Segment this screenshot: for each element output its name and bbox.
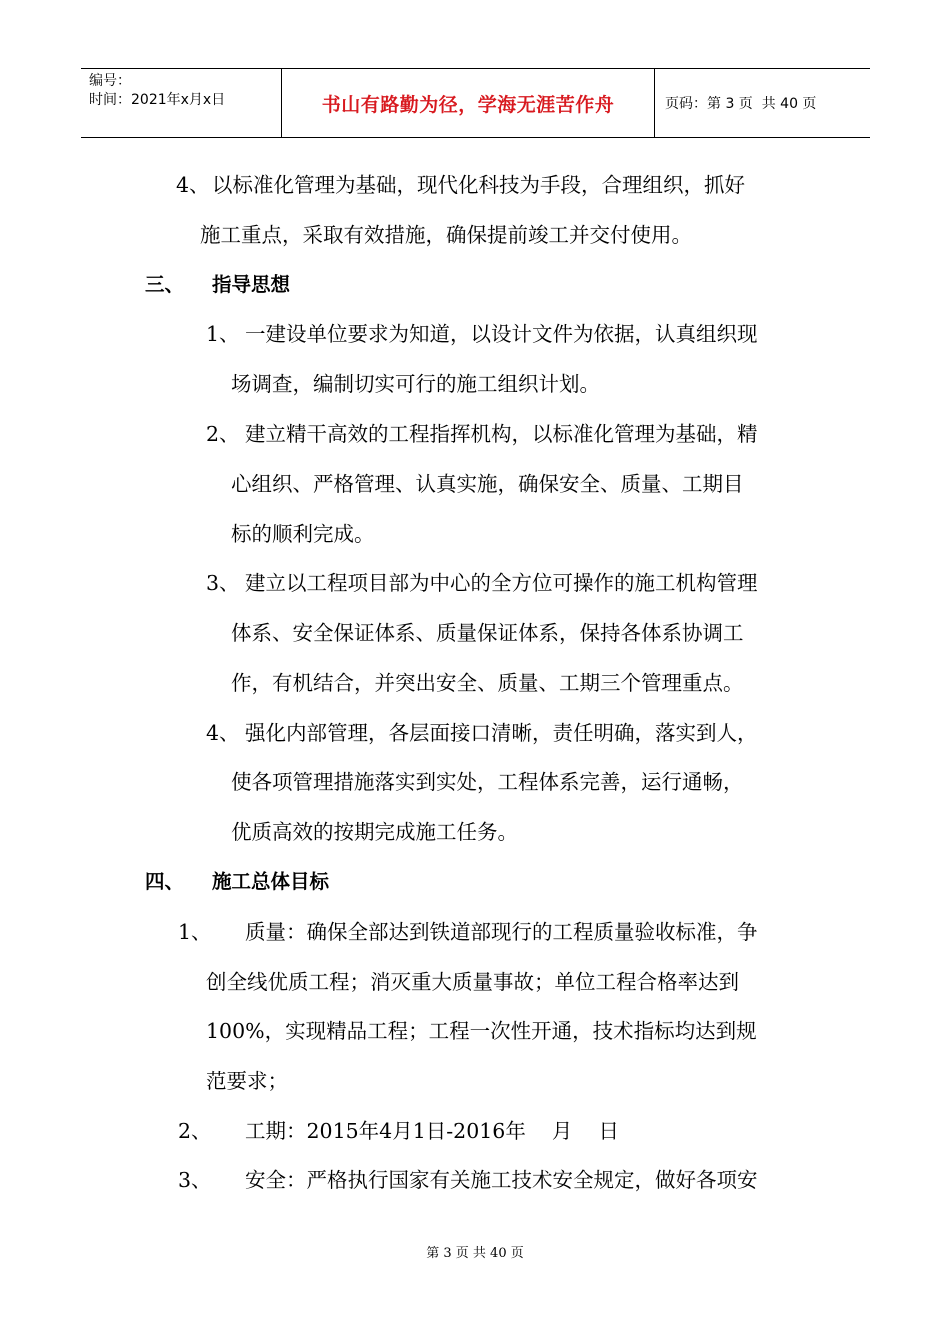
- page-header: [81, 68, 870, 138]
- item-number: 4、: [206, 721, 240, 745]
- paragraph-line: 工期：2015年4月1日-2016年 月 日: [245, 1119, 619, 1143]
- paragraph-line: 优质高效的按期完成施工任务。: [231, 820, 518, 844]
- paragraph-line: 心组织、严格管理、认真实施，确保安全、质量、工期目: [231, 472, 744, 496]
- paragraph-line: 建立以工程项目部为中心的全方位可操作的施工机构管理: [245, 571, 758, 595]
- paragraph-line: 作，有机结合，并突出安全、质量、工期三个管理重点。: [231, 671, 744, 695]
- paragraph-line: 施工重点，采取有效措施，确保提前竣工并交付使用。: [200, 223, 692, 247]
- header-motto: 书山有路勤为径，学海无涯苦作舟: [321, 93, 615, 116]
- paragraph-line: 场调查，编制切实可行的施工组织计划。: [231, 372, 600, 396]
- item-number: 3、: [206, 571, 240, 595]
- paragraph-line: 安全：严格执行国家有关施工技术安全规定，做好各项安: [245, 1168, 758, 1192]
- page-footer: 第 3 页 共 40 页: [426, 1246, 524, 1261]
- paragraph-line: 强化内部管理，各层面接口清晰，责任明确，落实到人，: [245, 721, 758, 745]
- paragraph-line: 以标准化管理为基础，现代化科技为手段，合理组织，抓好: [212, 173, 745, 197]
- serial-label: 编号：: [89, 73, 131, 89]
- paragraph-line: 创全线优质工程；消灭重大质量事故；单位工程合格率达到: [206, 970, 739, 994]
- paragraph-line: 标的顺利完成。: [231, 522, 375, 546]
- item-number: 2、: [206, 422, 240, 446]
- section-title: 施工总体目标: [212, 870, 330, 893]
- item-number: 3、: [178, 1168, 212, 1192]
- section-title: 指导思想: [212, 273, 291, 296]
- header-divider: [654, 69, 655, 137]
- item-number: 2、: [178, 1119, 212, 1143]
- paragraph-line: 体系、安全保证体系、质量保证体系，保持各体系协调工: [231, 621, 744, 645]
- section-number: 四、: [145, 870, 185, 893]
- item-number: 1、: [206, 322, 240, 346]
- date-label: 时间：2021年x月x日: [89, 92, 226, 108]
- paragraph-line: 建立精干高效的工程指挥机构，以标准化管理为基础，精: [245, 422, 758, 446]
- header-page-info: 页码：第 3 页 共 40 页: [665, 96, 817, 112]
- paragraph-line: 范要求；: [206, 1069, 288, 1093]
- paragraph-line: 一建设单位要求为知道，以设计文件为依据，认真组织现: [245, 322, 758, 346]
- paragraph-line: 100%，实现精品工程；工程一次性开通，技术指标均达到规: [206, 1019, 757, 1043]
- item-number: 4、: [176, 173, 210, 197]
- header-meta: [89, 72, 225, 110]
- paragraph-line: 质量：确保全部达到铁道部现行的工程质量验收标准，争: [245, 920, 758, 944]
- item-number: 1、: [178, 920, 212, 944]
- paragraph-line: 使各项管理措施落实到实处，工程体系完善，运行通畅，: [231, 770, 744, 794]
- section-number: 三、: [145, 273, 185, 296]
